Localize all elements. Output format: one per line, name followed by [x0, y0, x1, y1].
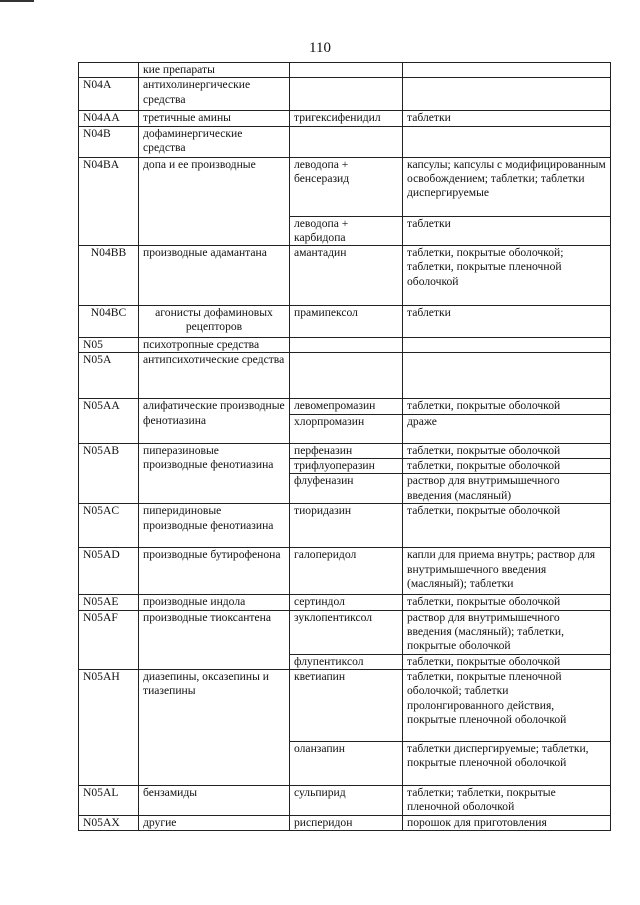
form-cell: раствор для внутримышечного введения (масляный); таблетки, покрытые оболочкой [403, 610, 611, 654]
drug-cell: сульпирид [290, 785, 403, 815]
form-cell: таблетки, покрытые оболочкой [403, 443, 611, 458]
top-scan-mark [0, 0, 34, 2]
table-row [79, 785, 611, 815]
group-cell: допа и ее производные [139, 157, 290, 246]
drug-cell: галоперидол [290, 548, 403, 595]
drug-cell [290, 78, 403, 111]
drug-cell: сертиндол [290, 595, 403, 610]
group-cell: третичные амины [139, 111, 290, 126]
group-cell: бензамиды [139, 785, 290, 815]
drug-cell: флупентиксол [290, 654, 403, 669]
atc-code-cell: N05AC [79, 504, 139, 548]
form-cell [403, 78, 611, 111]
form-cell [403, 126, 611, 157]
group-cell: антихолинергические средства [139, 78, 290, 111]
table-row [79, 63, 611, 78]
group-cell: производные адамантана [139, 246, 290, 306]
atc-code-cell: N05AF [79, 610, 139, 669]
table-row [79, 111, 611, 126]
group-cell: агонисты дофаминовых рецепторов [139, 306, 290, 338]
form-cell: таблетки диспергируемые; таблетки, покрытые пленочной оболочкой [403, 741, 611, 785]
table-row [79, 306, 611, 338]
form-cell: таблетки, покрытые оболочкой [403, 399, 611, 414]
form-cell: таблетки, покрытые пленочной оболочкой; таблетки пролонгированного действия, покрытые пленочной оболочкой [403, 669, 611, 741]
form-cell: капли для приема внутрь; раствор для внутримышечного введения (масляный); таблетки [403, 548, 611, 595]
drug-cell: оланзапин [290, 741, 403, 785]
table-row [79, 815, 611, 830]
page-number: 110 [309, 40, 331, 56]
group-cell: дофаминергические средства [139, 126, 290, 157]
form-cell: таблетки [403, 306, 611, 338]
table-row [79, 246, 611, 306]
atc-code-cell: N04BB [79, 246, 139, 306]
group-cell: производные тиоксантена [139, 610, 290, 669]
atc-code-cell: N04BC [79, 306, 139, 338]
drug-cell: леводопа + бенсеразид [290, 157, 403, 216]
table-row [79, 610, 611, 654]
drug-cell: кветиапин [290, 669, 403, 741]
table-row [79, 353, 611, 399]
table-row [79, 443, 611, 458]
form-cell: таблетки, покрытые оболочкой [403, 459, 611, 474]
atc-code-cell: N04A [79, 78, 139, 111]
drug-cell: амантадин [290, 246, 403, 306]
form-cell: таблетки [403, 111, 611, 126]
drug-cell [290, 126, 403, 157]
drug-cell: прамипексол [290, 306, 403, 338]
drug-cell: трифлуоперазин [290, 459, 403, 474]
group-cell: кие препараты [139, 63, 290, 78]
atc-code-cell: N05AX [79, 815, 139, 830]
atc-code-cell: N05A [79, 353, 139, 399]
drug-cell: тиоридазин [290, 504, 403, 548]
drug-classification-table [78, 62, 611, 831]
atc-code-cell: N05AH [79, 669, 139, 785]
table-row [79, 595, 611, 610]
drug-cell [290, 63, 403, 78]
form-cell: капсулы; капсулы с модифицированным освобождением; таблетки; таблетки диспергируемые [403, 157, 611, 216]
form-cell: порошок для приготовления [403, 815, 611, 830]
drug-cell: рисперидон [290, 815, 403, 830]
group-cell: пиперидиновые производные фенотиазина [139, 504, 290, 548]
table-row [79, 669, 611, 741]
form-cell: таблетки, покрытые оболочкой [403, 654, 611, 669]
atc-code-cell: N05AE [79, 595, 139, 610]
atc-code-cell: N05AL [79, 785, 139, 815]
atc-code-cell: N04B [79, 126, 139, 157]
atc-code-cell: N04AA [79, 111, 139, 126]
drug-cell: тригексифенидил [290, 111, 403, 126]
drug-cell: хлорпромазин [290, 414, 403, 443]
form-cell: таблетки, покрытые оболочкой [403, 595, 611, 610]
atc-code-cell: N05AA [79, 399, 139, 443]
table-row [79, 78, 611, 111]
form-cell [403, 338, 611, 353]
table-row [79, 399, 611, 414]
group-cell: другие [139, 815, 290, 830]
table-row [79, 504, 611, 548]
form-cell: таблетки, покрытые оболочкой [403, 504, 611, 548]
drug-cell: леводопа + карбидопа [290, 216, 403, 246]
drug-cell [290, 353, 403, 399]
form-cell: раствор для внутримышечного введения (масляный) [403, 474, 611, 504]
atc-code-cell: N05AB [79, 443, 139, 504]
drug-cell [290, 338, 403, 353]
group-cell: производные бутирофенона [139, 548, 290, 595]
group-cell: психотропные средства [139, 338, 290, 353]
group-cell: диазепины, оксазепины и тиазепины [139, 669, 290, 785]
form-cell: таблетки; таблетки, покрытые пленочной оболочкой [403, 785, 611, 815]
atc-code-cell: N04BA [79, 157, 139, 246]
group-cell: производные индола [139, 595, 290, 610]
table-row [79, 126, 611, 157]
drug-cell: левомепромазин [290, 399, 403, 414]
form-cell: таблетки, покрытые оболочкой; таблетки, покрытые пленочной оболочкой [403, 246, 611, 306]
table-row [79, 338, 611, 353]
drug-cell: перфеназин [290, 443, 403, 458]
group-cell: алифатические производные фенотиазина [139, 399, 290, 443]
atc-code-cell: N05AD [79, 548, 139, 595]
group-cell: антипсихотические средства [139, 353, 290, 399]
form-cell: драже [403, 414, 611, 443]
atc-code-cell: N05 [79, 338, 139, 353]
form-cell [403, 353, 611, 399]
form-cell: таблетки [403, 216, 611, 246]
group-cell: пиперазиновые производные фенотиазина [139, 443, 290, 504]
form-cell [403, 63, 611, 78]
table-row [79, 548, 611, 595]
atc-code-cell [79, 63, 139, 78]
drug-cell: флуфеназин [290, 474, 403, 504]
drug-cell: зуклопентиксол [290, 610, 403, 654]
table-row [79, 157, 611, 216]
